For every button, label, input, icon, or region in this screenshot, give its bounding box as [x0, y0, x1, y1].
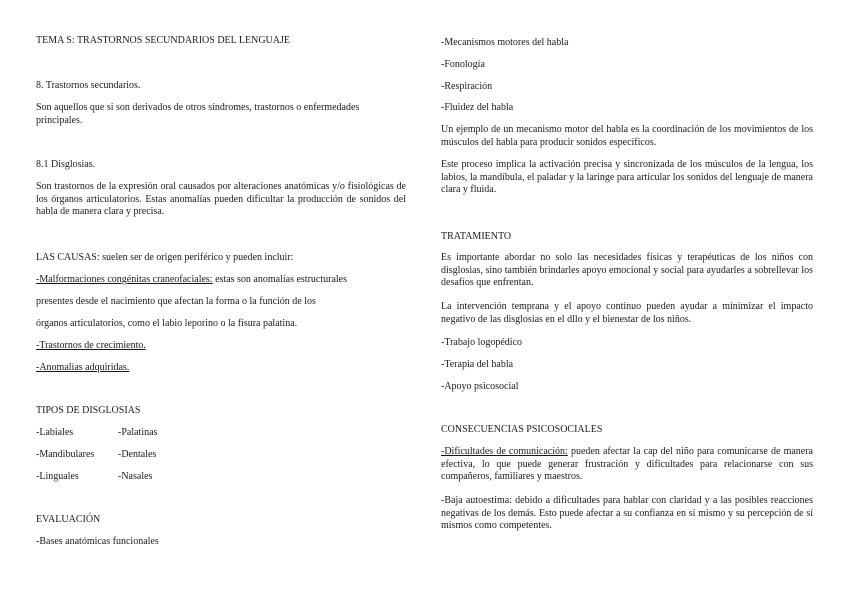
evaluacion-item: -Bases anatómicas funcionales	[36, 536, 159, 547]
causa-3: -Anomalías adquiridas.	[36, 362, 130, 373]
consecuencia-1-label: -Dificultades de comunicación:	[441, 446, 568, 457]
tratamiento-heading: TRATAMIENTO	[441, 231, 512, 242]
tratamiento-item: -Trabajo logopédico	[441, 337, 523, 348]
causa-1-label: -Malformaciones congénitas craneofaciales:	[36, 274, 213, 285]
process-paragraph: Este proceso implica la activación precisa y sincronizada de los músculos de la lengua, los labios, la mandíbula, el paladar y la laringe para articular los sonidos del lenguaje de manera clara y fluida.	[441, 159, 813, 195]
tratamiento-item: -Terapia del habla	[441, 359, 514, 370]
tipo-item: -Mandibulares	[36, 449, 95, 460]
tipo-item: -Linguales	[36, 471, 79, 482]
section-81-heading: 8.1 Disglosias.	[36, 159, 96, 170]
evaluacion-heading: EVALUACIÓN	[36, 514, 101, 525]
tipos-row	[36, 427, 406, 440]
tipos-heading: TIPOS DE DISGLOSIAS	[36, 405, 141, 416]
tipo-item: -Palatinas	[118, 427, 158, 438]
consecuencia-2: -Baja autoestima: debido a dificultades para hablar con claridad y a las posibles reacciones negativas de los demás. Esto puede afectar a su confianza en sí mismo y su percepción de sí mismos como competentes.	[441, 495, 813, 531]
tratamiento-paragraph-2: La intervención temprana y el apoyo continuo pueden ayudar a minimizar el impacto negativo de las disglosias en el dllo y el bienestar de los niños.	[441, 301, 813, 325]
consecuencias-heading: CONSECUENCIAS PSICOSOCIALES	[441, 424, 603, 435]
causas-intro: LAS CAUSAS: suelen ser de origen periférico y pueden incluir:	[36, 252, 294, 263]
evaluacion-item: -Mecanismos motores del habla	[441, 37, 569, 48]
tipo-item: -Nasales	[118, 471, 153, 482]
section-81-text: Son trastornos de la expresión oral causados por alteraciones anatómicas y/o fisiológicas de los órganos articulatorios. Estas anomalías pueden dificultar la producción de sonidos del habla de manera clara y precisa.	[36, 181, 406, 217]
causa-1-line3: órganos articulatorios, como el labio leporino o la fisura palatina.	[36, 318, 298, 329]
document-title: TEMA S: TRASTORNOS SECUNDARIOS DEL LENGUAJE	[36, 35, 291, 46]
causa-1-rest: estas son anomalías estructurales	[212, 274, 347, 285]
tipo-item: -Labiales	[36, 427, 74, 438]
tratamiento-item: -Apoyo psicosocial	[441, 381, 519, 392]
section-8-heading: 8. Trastornos secundarios.	[36, 80, 141, 91]
evaluacion-item: -Fluidez del habla	[441, 102, 514, 113]
consecuencia-1-text: pueden afectar la cap del niño para comunicarse de manera efectiva, lo que puede generar frustración y dificultades para relacionarse con sus compañeros, familiares y maestros.	[441, 446, 813, 482]
tipos-row	[36, 471, 406, 484]
causa-1	[36, 274, 406, 287]
causa-2: -Trastornos de crecimiento.	[36, 340, 146, 351]
evaluacion-item: -Respiración	[441, 81, 493, 92]
motor-paragraph: Un ejemplo de un mecanismo motor del habla es la coordinación de los movimientos de los músculos del habla para producir sonidos específicos.	[441, 124, 813, 148]
consecuencia-1	[441, 446, 813, 484]
tipos-row	[36, 449, 406, 462]
section-8-text: Son aquellos que si son derivados de otros síndromes, trastornos o enfermedades principales.	[36, 102, 360, 126]
causa-1-line2: presentes desde el nacimiento que afectan la forma o la función de los	[36, 296, 316, 307]
evaluacion-item: -Fonología	[441, 59, 485, 70]
tratamiento-paragraph-1: Es importante abordar no solo las necesidades físicas y terapéuticas de los niños con disglosias, sino también brindarles apoyo emocional y social para ayudarles a sobrellevar los desafíos que enfrentan.	[441, 252, 813, 288]
tipo-item: -Dentales	[118, 449, 157, 460]
